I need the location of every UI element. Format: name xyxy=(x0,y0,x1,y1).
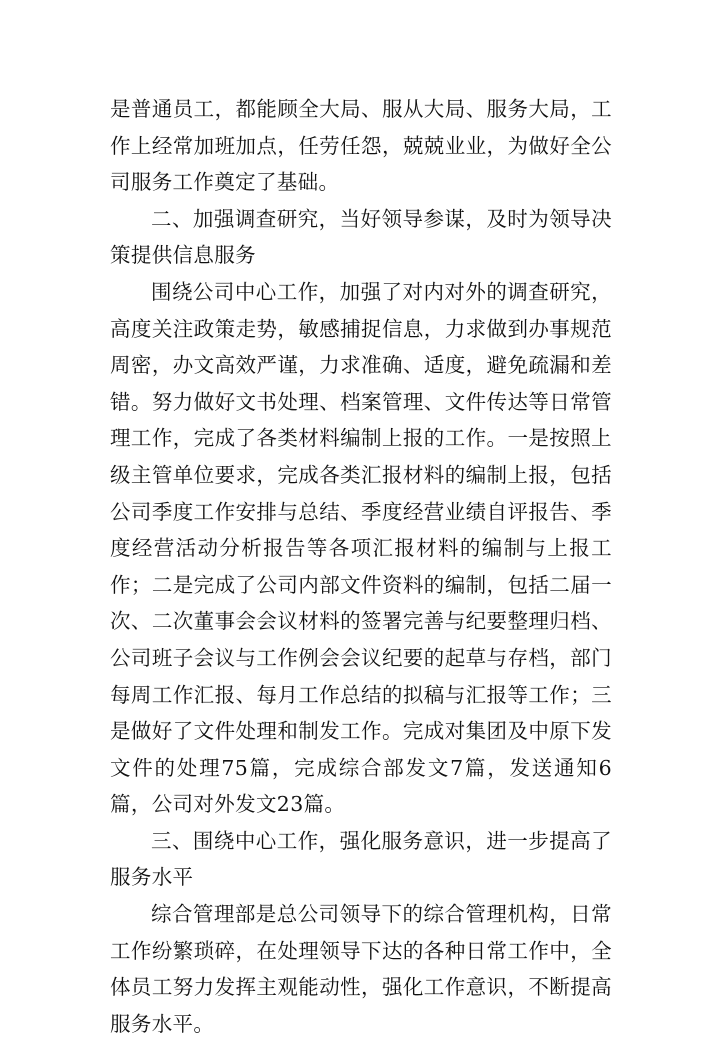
body-paragraph-continued: 是普通员工，都能顾全大局、服从大局、服务大局，工作上经常加班加点，任劳任怨，兢兢业业，为做好全公司服务工作奠定了基础。 xyxy=(110,97,612,195)
body-paragraph-research: 围绕公司中心工作，加强了对内对外的调查研究，高度关注政策走势，敏感捕捉信息，力求做到办事规范周密，办文高效严谨，力求准确、适度，避免疏漏和差错。努力做好文书处理、档案管理、文件传达等日常管理工作，完成了各类材料编制上报的工作。一是按照上级主管单位要求，完成各类汇报材料的编制上报，包括公司季度工作安排与总结、季度经营业绩自评报告、季度经营活动分析报告等各项汇报材料的编制与上报工作；二是完成了公司内部文件资料的编制，包括二届一次、二次董事会会议材料的签署完善与纪要整理归档、公司班子会议与工作例会会议纪要的起草与存档，部门每周工作汇报、每月工作总结的拟稿与汇报等工作；三是做好了文件处理和制发工作。完成对集团及中原下发文件的处理75篇，完成综合部发文7篇，发送通知6篇，公司对外发文23篇。 xyxy=(110,279,612,817)
body-paragraph-service: 综合管理部是总公司领导下的综合管理机构，日常工作纷繁琐碎，在处理领导下达的各种日常工作中，全体员工努力发挥主观能动性，强化工作意识，不断提高服务水平。 xyxy=(110,902,612,1036)
document-body xyxy=(110,91,612,1042)
section-heading-3: 三、围绕中心工作，强化服务意识，进一步提高了服务水平 xyxy=(110,828,612,890)
section-heading-2: 二、加强调查研究，当好领导参谋，及时为领导决策提供信息服务 xyxy=(110,206,612,268)
